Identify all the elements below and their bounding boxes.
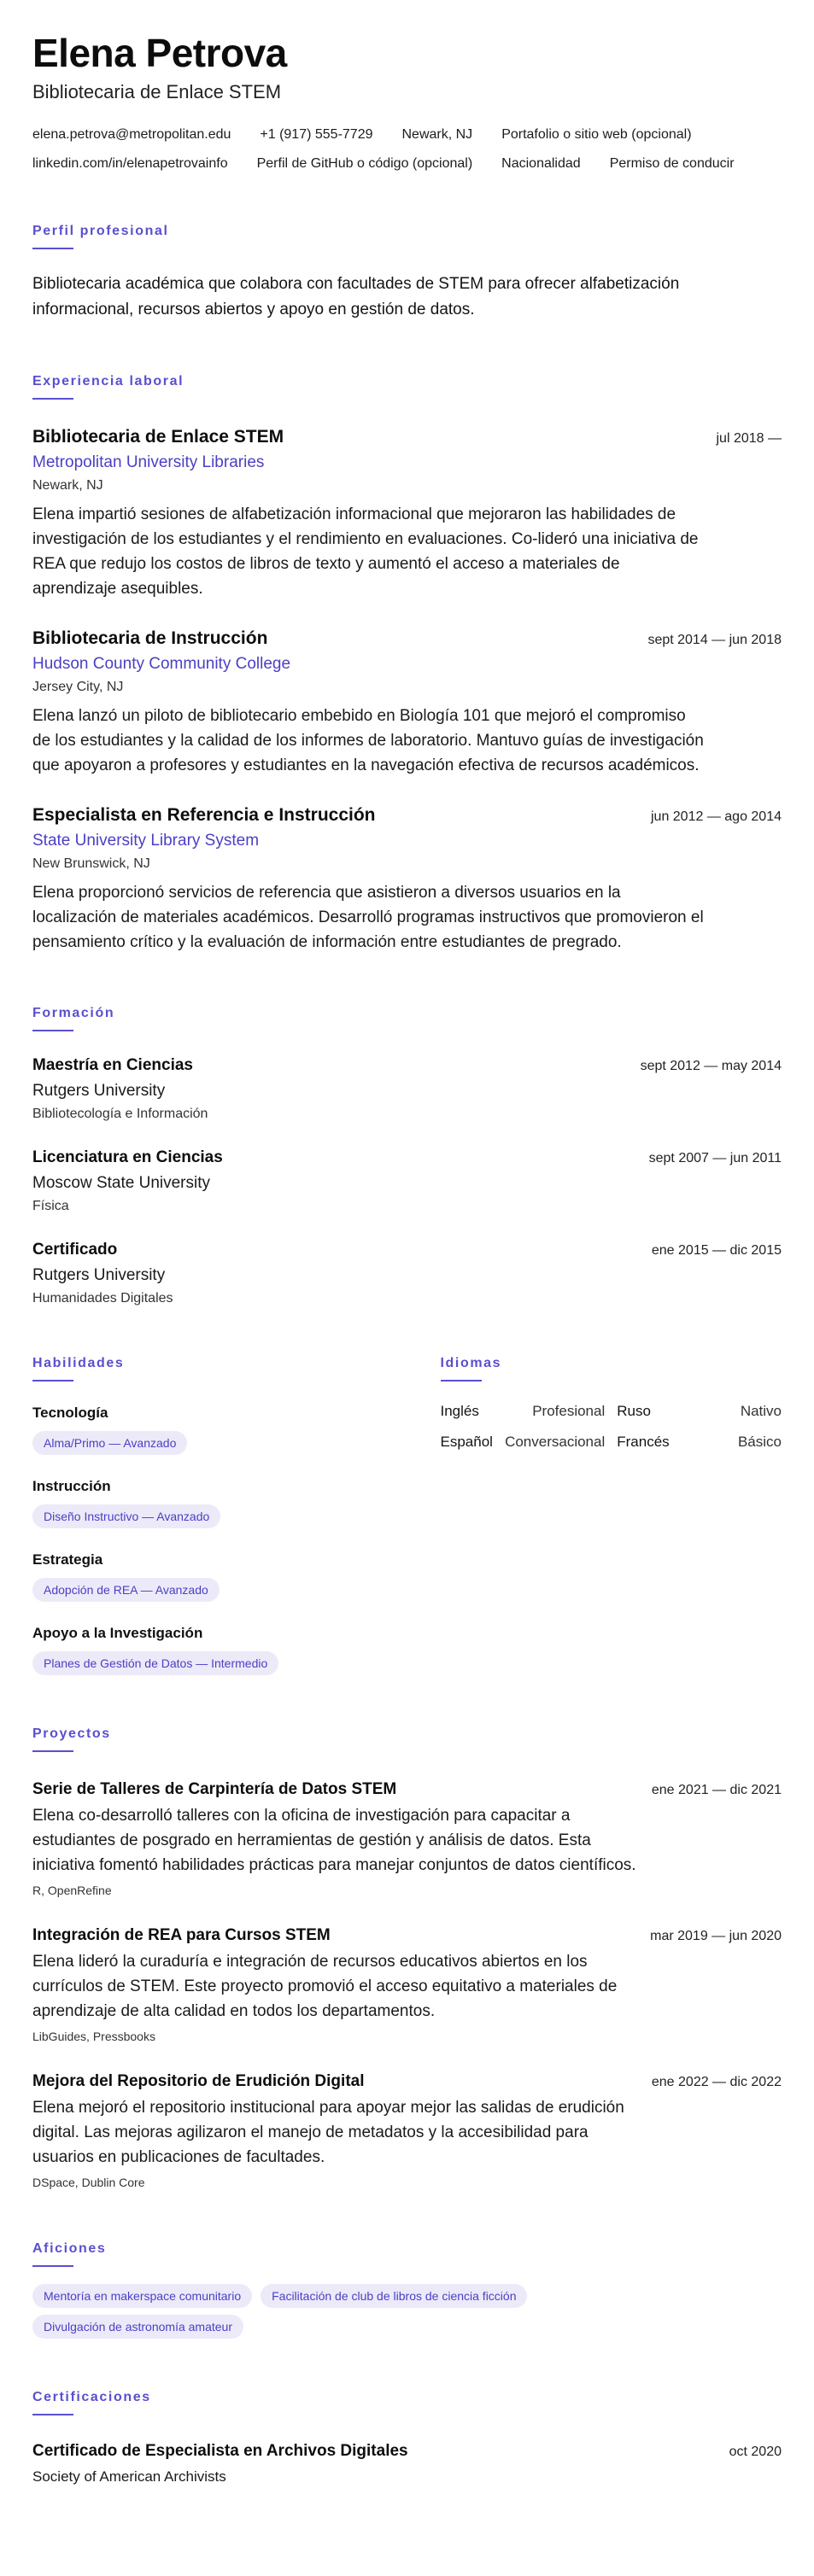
section-title: Proyectos [32,1726,111,1741]
school-name: Moscow State University [32,1174,211,1192]
education-entry [32,1146,782,1216]
hobby-chip: Facilitación de club de libros de ciencia ficción [261,2284,527,2308]
education-entry [32,1054,782,1124]
degree-name: Maestría en Ciencias [32,1056,193,1074]
job-description: Elena lanzó un piloto de bibliotecario embebido en Biología 101 que mejoró el compromiso de los estudiantes y la calidad de los informes de laboratorio. Mantuvo guías de investigación que apoyaron a profesores y estudiantes en la navegación efectiva de recursos académicos. [32,707,704,774]
job-dates: jul 2018 — [716,431,782,446]
certifications-section [32,2390,782,2489]
section-divider [32,1030,73,1031]
project-name: Integración de REA para Cursos STEM [32,1926,331,1944]
language-level: Nativo [740,1403,782,1419]
project-name: Serie de Talleres de Carpintería de Datos STEM [32,1780,397,1798]
certification-issuer: Society of American Archivists [32,2468,226,2485]
project-tools: LibGuides, Pressbooks [32,2030,155,2043]
degree-name: Licenciatura en Ciencias [32,1148,223,1166]
candidate-name: Elena Petrova [32,31,287,75]
language-name: Ruso [617,1403,651,1419]
contact-phone[interactable]: +1 (917) 555-7729 [260,127,373,142]
job-dates: jun 2012 — ago 2014 [650,809,782,824]
language-name: Inglés [440,1403,479,1419]
projects-section [32,1726,782,2190]
skill-chip: Planes de Gestión de Datos — Intermedio [32,1651,278,1675]
language-level: Básico [737,1434,782,1450]
section-title: Experiencia laboral [32,374,184,388]
project-description: Elena lideró la curaduría e integración de recursos educativos abiertos en los currículos de STEM. Este proyecto promovió el acceso equitativo a materiales de aprendizaje de alta calidad en todos los departamentos. [32,1953,618,2020]
section-title: Idiomas [440,1356,502,1370]
contact-linkedin[interactable]: linkedin.com/in/elenapetrovainfo [32,156,228,171]
experience-entry [32,627,782,778]
experience-entry [32,425,782,601]
skill-group [32,1404,379,1455]
language-item [617,1433,782,1452]
employer-name: Metropolitan University Libraries [32,453,265,471]
job-title: Especialista en Referencia e Instrucción [32,805,376,825]
project-tools: R, OpenRefine [32,1884,112,1897]
school-name: Rutgers University [32,1266,166,1284]
job-location: Jersey City, NJ [32,680,124,694]
hobby-chip: Mentoría en makerspace comunitario [32,2284,252,2308]
certification-entry [32,2439,782,2489]
project-description: Elena co-desarrolló talleres con la oficina de investigación para capacitar a estudiantes de posgrado en herramientas de gestión y análisis de datos. Esta iniciativa fomentó habilidades prácticas para manejar conjuntos de datos científicos. [32,1807,636,1874]
project-entry [32,1778,782,1898]
hobby-list [32,2284,733,2339]
section-divider [32,398,73,400]
section-title: Formación [32,1006,115,1020]
skill-category: Tecnología [32,1405,108,1421]
contact-nationality: Nacionalidad [501,156,581,171]
project-entry [32,2070,782,2190]
skill-chip: Adopción de REA — Avanzado [32,1578,220,1602]
profile-section [32,224,782,323]
language-name: Francés [617,1434,670,1450]
education-dates: ene 2015 — dic 2015 [651,1243,782,1258]
section-title: Aficiones [32,2241,107,2256]
skill-category: Estrategia [32,1551,103,1568]
section-divider [32,2414,73,2415]
skills-section [32,1356,379,1675]
language-name: Español [440,1434,493,1450]
degree-name: Certificado [32,1241,118,1259]
project-description: Elena mejoró el repositorio institucional para apoyar mejor las salidas de erudición digital. Las mejoras agilizaron el manejo de metadatos y la accesibilidad para usuarios en publicaciones de facultades. [32,2099,624,2166]
section-divider [441,1380,482,1381]
field-of-study: Bibliotecología e Información [32,1107,208,1121]
section-title: Habilidades [32,1356,125,1370]
hobbies-section [32,2241,782,2339]
language-item [441,1402,606,1421]
job-description: Elena impartió sesiones de alfabetización informacional que mejoraron las habilidades de investigación de los estudiantes y el rendimiento en evaluaciones. Co-lideró una iniciativa de REA que redujo los costos de libros de texto y aumentó el acceso a materiales de aprendizaje asequibles. [32,505,699,598]
project-entry [32,1924,782,2044]
section-divider [32,248,73,249]
certification-name: Certificado de Especialista en Archivos Digitales [32,2442,408,2460]
language-level: Conversacional [505,1434,606,1450]
section-divider [32,2265,73,2267]
education-dates: sept 2012 — may 2014 [640,1059,782,1073]
education-dates: sept 2007 — jun 2011 [648,1151,782,1165]
candidate-role: Bibliotecaria de Enlace STEM [32,81,282,102]
job-title: Bibliotecaria de Enlace STEM [32,427,284,447]
experience-entry [32,803,782,955]
skill-category: Instrucción [32,1478,111,1494]
resume-header [32,31,782,172]
education-section [32,1006,782,1308]
employer-name: Hudson County Community College [32,655,291,673]
skill-group [32,1624,379,1675]
skill-chip: Diseño Instructivo — Avanzado [32,1504,220,1528]
section-divider [32,1750,73,1752]
skill-category: Apoyo a la Investigación [32,1625,203,1641]
education-entry [32,1238,782,1308]
section-divider [32,1380,73,1381]
project-name: Mejora del Repositorio de Erudición Digital [32,2072,365,2090]
language-item [441,1433,606,1452]
job-location: Newark, NJ [32,478,103,493]
language-level: Profesional [532,1403,606,1419]
field-of-study: Física [32,1199,69,1213]
certification-date: oct 2020 [729,2445,782,2459]
job-dates: sept 2014 — jun 2018 [647,633,782,647]
field-of-study: Humanidades Digitales [32,1291,173,1306]
section-title: Certificaciones [32,2390,151,2404]
contact-email[interactable]: elena.petrova@metropolitan.edu [32,127,231,142]
contact-list [32,126,784,172]
contact-github[interactable]: Perfil de GitHub o código (opcional) [256,156,473,171]
project-dates: ene 2021 — dic 2021 [651,1783,782,1797]
profile-summary: Bibliotecaria académica que colabora con facultades de STEM para ofrecer alfabetización informacional, recursos abiertos y apoyo en gestión de datos. [32,275,680,318]
language-list [441,1402,782,1452]
language-item [617,1402,782,1421]
contact-location: Newark, NJ [401,127,473,142]
contact-portfolio[interactable]: Portafolio o sitio web (opcional) [501,127,692,142]
job-description: Elena proporcionó servicios de referencia que asistieron a diversos usuarios en la localización de materiales académicos. Desarrolló programas instructivos que promovieron el pensamiento crítico y la evaluación de información entre estudiantes de pregrado. [32,884,704,951]
project-dates: ene 2022 — dic 2022 [651,2075,782,2089]
employer-name: State University Library System [32,832,260,850]
job-location: New Brunswick, NJ [32,856,150,871]
skills-languages-row [32,1356,782,1675]
hobby-chip: Divulgación de astronomía amateur [32,2315,243,2339]
skill-chip: Alma/Primo — Avanzado [32,1431,187,1455]
skill-group [32,1551,379,1602]
project-dates: mar 2019 — jun 2020 [650,1929,782,1943]
experience-section [32,374,782,955]
project-tools: DSpace, Dublin Core [32,2176,145,2189]
job-title: Bibliotecaria de Instrucción [32,628,268,648]
contact-license: Permiso de conducir [609,156,735,171]
languages-section [441,1356,782,1675]
section-title: Perfil profesional [32,224,169,238]
skill-group [32,1477,379,1528]
school-name: Rutgers University [32,1082,166,1100]
